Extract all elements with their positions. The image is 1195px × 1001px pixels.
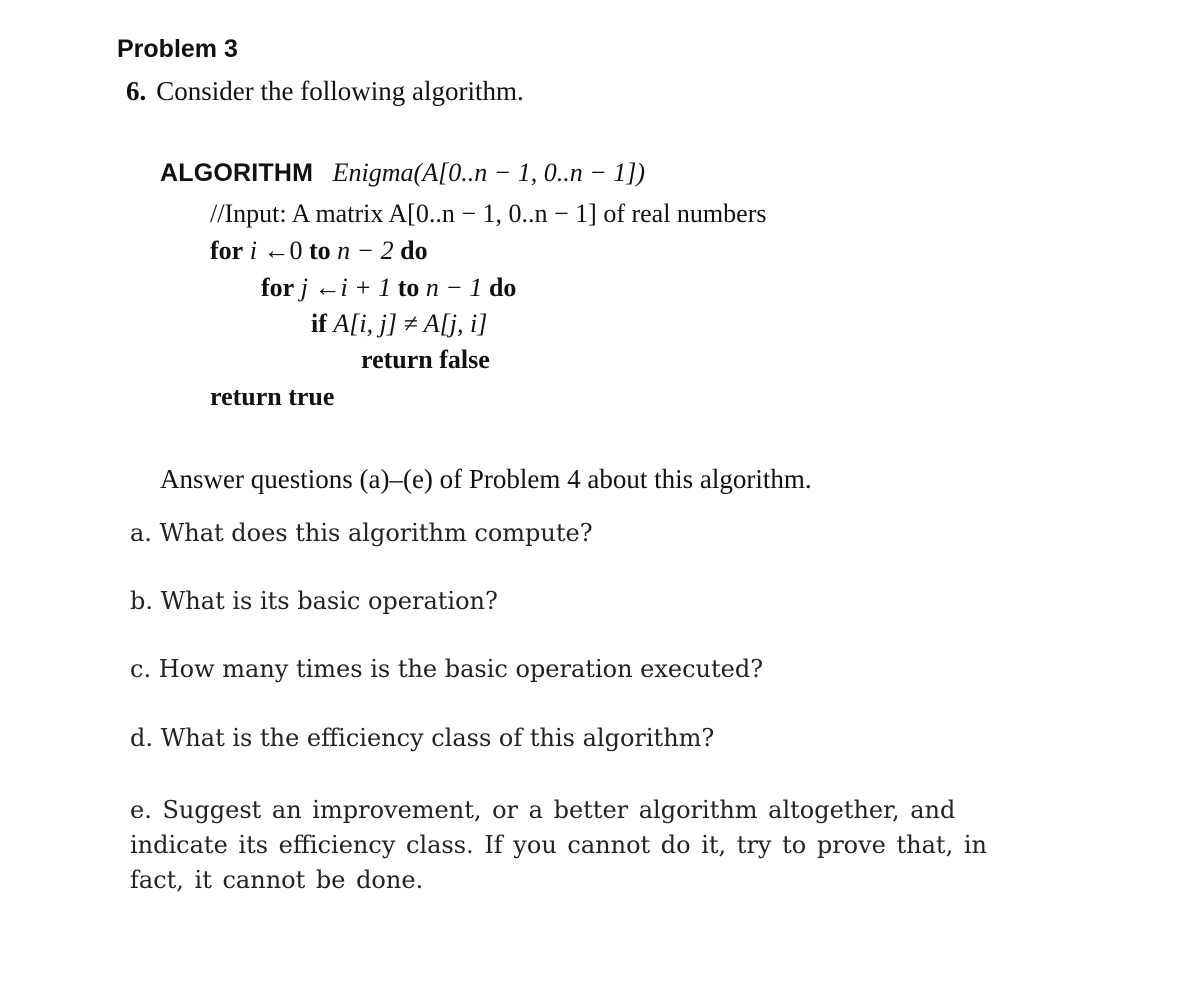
loop-start: i + 1 (340, 273, 392, 302)
loop-var-j: j (300, 273, 308, 302)
if-condition: A[i, j] ≠ A[j, i] (333, 309, 488, 338)
question-d (130, 724, 714, 752)
problem-text: Consider the following algorithm. (156, 76, 524, 106)
question-a (130, 519, 593, 547)
kw-for: for (261, 273, 295, 302)
question-text: What is the efficiency class of this algorithm? (160, 724, 715, 752)
algorithm-input-comment: //Input: A matrix A[0..n − 1, 0..n − 1] of real numbers (210, 199, 767, 228)
problem-statement (126, 76, 524, 107)
algorithm-keyword: ALGORITHM (160, 159, 314, 187)
question-text: What is its basic operation? (160, 587, 498, 615)
kw-to: to (397, 273, 420, 302)
algorithm-signature: Enigma(A[0..n − 1, 0..n − 1]) (332, 158, 646, 187)
loop-var-i: i (249, 236, 257, 265)
loop-end: n − 2 (337, 236, 394, 265)
loop-start: 0 (289, 236, 303, 265)
question-text: How many times is the basic operation executed? (158, 655, 764, 683)
algorithm-header (160, 158, 645, 188)
questions-intro: Answer questions (a)–(e) of Problem 4 about this algorithm. (160, 464, 812, 494)
kw-to: to (308, 236, 331, 265)
assign-arrow: ← (263, 236, 290, 265)
problem-number: 6. (126, 76, 147, 106)
question-e (130, 793, 1045, 898)
question-b (130, 587, 498, 615)
kw-do: do (400, 236, 428, 265)
question-label: d. (130, 724, 153, 752)
question-label: c. (130, 655, 152, 683)
kw-do: do (488, 273, 517, 302)
page-heading: Problem 3 (117, 35, 238, 63)
kw-for: for (210, 236, 244, 265)
outer-loop-line (210, 236, 428, 266)
return-true-line: return true (210, 382, 335, 411)
question-c (130, 655, 763, 683)
kw-if: if (311, 309, 327, 338)
question-text: Suggest an improvement, or a better algorithm altogether, and indicate its efficiency class. If you cannot do it, try to prove that, in fact, it cannot be done. (130, 796, 987, 894)
if-condition-line (311, 309, 487, 339)
question-text: What does this algorithm compute? (159, 519, 593, 547)
return-false-line: return false (361, 345, 490, 374)
inner-loop-line (261, 273, 516, 303)
question-label: a. (130, 519, 152, 547)
assign-arrow: ← (314, 273, 341, 302)
question-label: b. (130, 587, 153, 615)
question-label: e. (130, 796, 152, 824)
loop-end: n − 1 (425, 273, 483, 302)
